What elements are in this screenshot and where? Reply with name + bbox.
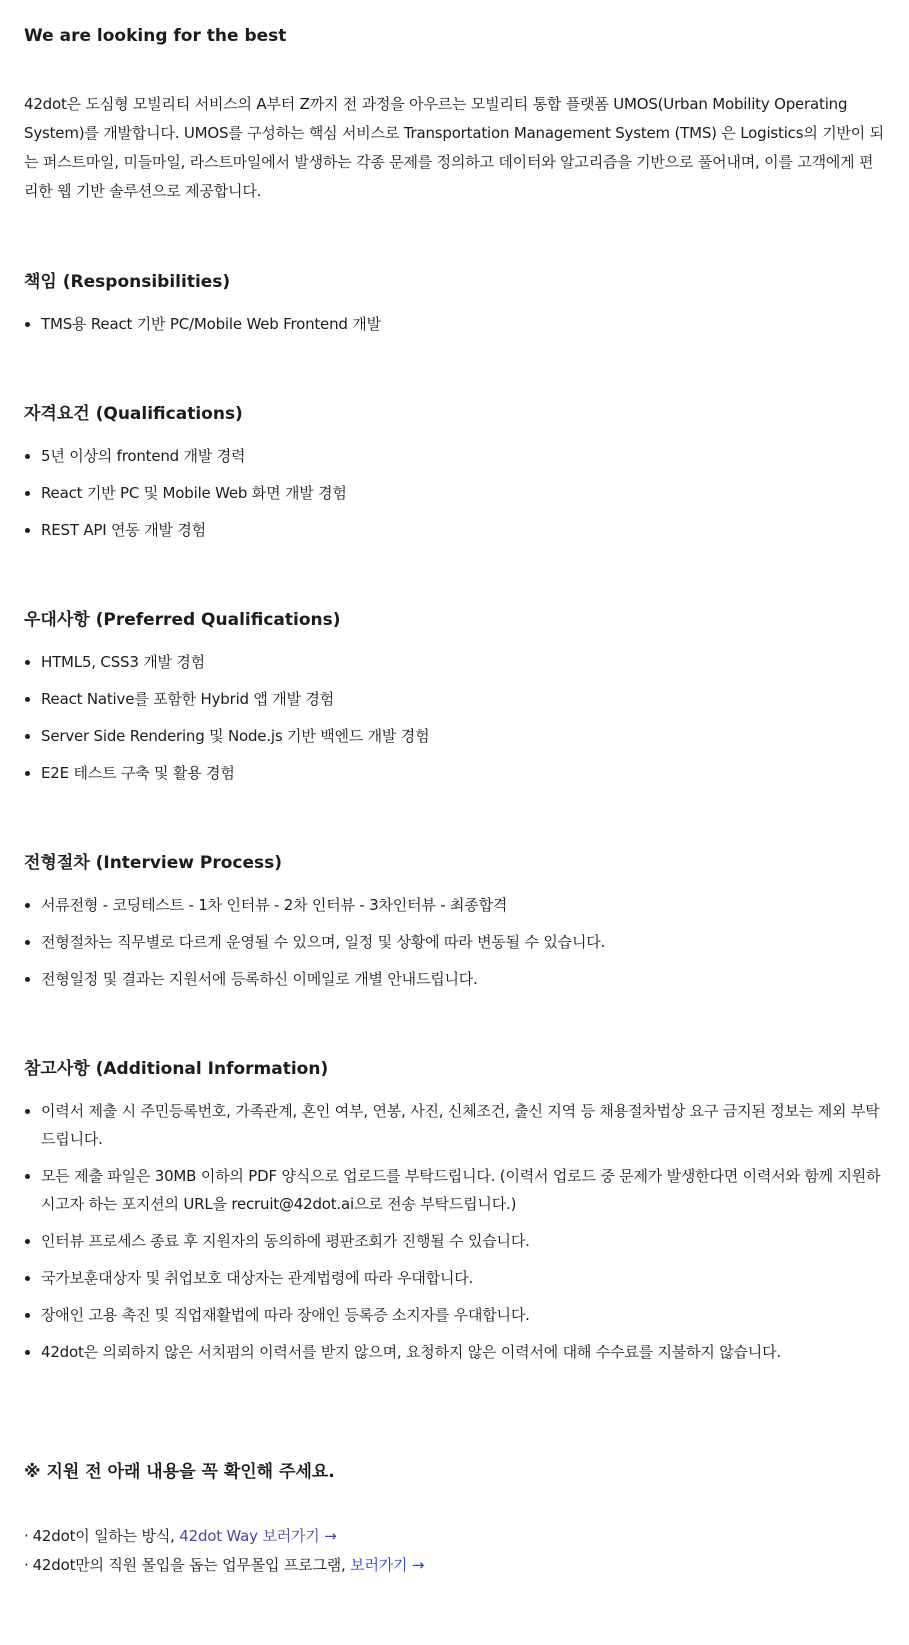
section-heading: 전형절차 (Interview Process)	[24, 853, 283, 873]
middle-dot-icon: ·	[24, 1556, 29, 1574]
section-interview-process	[24, 849, 885, 993]
list-item: E2E 테스트 구축 및 활용 경험	[24, 759, 885, 787]
section-heading: 우대사항 (Preferred Qualifications)	[24, 610, 341, 630]
section-qualifications	[24, 400, 885, 544]
list-item: 서류전형 - 코딩테스트 - 1차 인터뷰 - 2차 인터뷰 - 3차인터뷰 - 최종합격	[24, 891, 885, 919]
bullet-icon	[25, 771, 30, 776]
notice-line-program	[24, 1551, 885, 1580]
section-heading: 참고사항 (Additional Information)	[24, 1059, 329, 1079]
bullet-icon	[25, 940, 30, 945]
item-list	[24, 1097, 885, 1366]
item-list	[24, 442, 885, 544]
bullet-icon	[25, 1313, 30, 1318]
list-item: TMS용 React 기반 PC/Mobile Web Frontend 개발	[24, 310, 885, 338]
intro-heading: We are looking for the best	[24, 26, 287, 46]
list-item: Server Side Rendering 및 Node.js 기반 백엔드 개발 경험	[24, 722, 885, 750]
section-heading: 자격요건 (Qualifications)	[24, 404, 243, 424]
list-item: 장애인 고용 촉진 및 직업재활법에 따라 장애인 등록증 소지자를 우대합니다.	[24, 1301, 885, 1329]
bullet-icon	[25, 1276, 30, 1281]
42dot-way-link[interactable]: 42dot Way 보러가기 →	[179, 1527, 337, 1545]
intro-text: 42dot은 도심형 모빌리티 서비스의 A부터 Z까지 전 과정을 아우르는 모빌리티 통합 플랫폼 UMOS(Urban Mobility Operating System)를 개발합니다. UMOS를 구성하는 핵심 서비스로 Transportation Management System (TMS) 은 Logistics의 기반이 되는 퍼스트마일, 미들마일, 라스트마일에서 발생하는 각종 문제를 정의하고 데이터와 알고리즘을 기반으로 풀어내며, 이를 고객에게 편리한 웹 기반 솔루션으로 제공합니다.	[24, 95, 884, 200]
bullet-icon	[25, 1109, 30, 1114]
bullet-icon	[25, 491, 30, 496]
bullet-icon	[25, 528, 30, 533]
list-item: 국가보훈대상자 및 취업보호 대상자는 관계법령에 따라 우대합니다.	[24, 1264, 885, 1292]
middle-dot-icon: ·	[24, 1527, 29, 1545]
notice-line-text: 42dot만의 직원 몰입을 돕는 업무몰입 프로그램,	[32, 1556, 351, 1574]
bullet-icon	[25, 697, 30, 702]
item-list	[24, 648, 885, 787]
bullet-icon	[25, 660, 30, 665]
bullet-icon	[25, 1174, 30, 1179]
list-item: 전형일정 및 결과는 지원서에 등록하신 이메일로 개별 안내드립니다.	[24, 965, 885, 993]
section-heading: 책임 (Responsibilities)	[24, 272, 231, 292]
list-item: 모든 제출 파일은 30MB 이하의 PDF 양식으로 업로드를 부탁드립니다. (이력서 업로드 중 문제가 발생한다면 이력서와 함께 지원하시고자 하는 포지션의 URL을 recruit@42dot.ai으로 전송 부탁드립니다.)	[24, 1162, 885, 1218]
section-responsibilities	[24, 268, 885, 338]
list-item: 42dot은 의뢰하지 않은 서치펌의 이력서를 받지 않으며, 요청하지 않은 이력서에 대해 수수료를 지불하지 않습니다.	[24, 1338, 885, 1366]
list-item: React Native를 포함한 Hybrid 앱 개발 경험	[24, 685, 885, 713]
section-additional-information	[24, 1055, 885, 1366]
section-preferred-qualifications	[24, 606, 885, 787]
notice-section	[24, 1458, 885, 1580]
list-item: REST API 연동 개발 경험	[24, 516, 885, 544]
notice-heading: ※ 지원 전 아래 내용을 꼭 확인해 주세요.	[24, 1462, 335, 1482]
bullet-icon	[25, 322, 30, 327]
list-item: React 기반 PC 및 Mobile Web 화면 개발 경험	[24, 479, 885, 507]
bullet-icon	[25, 454, 30, 459]
bullet-icon	[25, 1239, 30, 1244]
list-item: HTML5, CSS3 개발 경험	[24, 648, 885, 676]
bullet-icon	[25, 977, 30, 982]
notice-line-42dot-way	[24, 1522, 885, 1551]
item-list	[24, 310, 885, 338]
list-item: 이력서 제출 시 주민등록번호, 가족관계, 혼인 여부, 연봉, 사진, 신체조건, 출신 지역 등 채용절차법상 요구 금지된 정보는 제외 부탁드립니다.	[24, 1097, 885, 1153]
list-item: 5년 이상의 frontend 개발 경력	[24, 442, 885, 470]
bullet-icon	[25, 734, 30, 739]
list-item: 인터뷰 프로세스 종료 후 지원자의 동의하에 평판조회가 진행될 수 있습니다.	[24, 1227, 885, 1255]
item-list	[24, 891, 885, 993]
bullet-icon	[25, 1350, 30, 1355]
notice-line-text: 42dot이 일하는 방식,	[32, 1527, 180, 1545]
bullet-icon	[25, 903, 30, 908]
list-item: 전형절차는 직무별로 다르게 운영될 수 있으며, 일정 및 상황에 따라 변동될 수 있습니다.	[24, 928, 885, 956]
program-link[interactable]: 보러가기 →	[350, 1556, 425, 1574]
